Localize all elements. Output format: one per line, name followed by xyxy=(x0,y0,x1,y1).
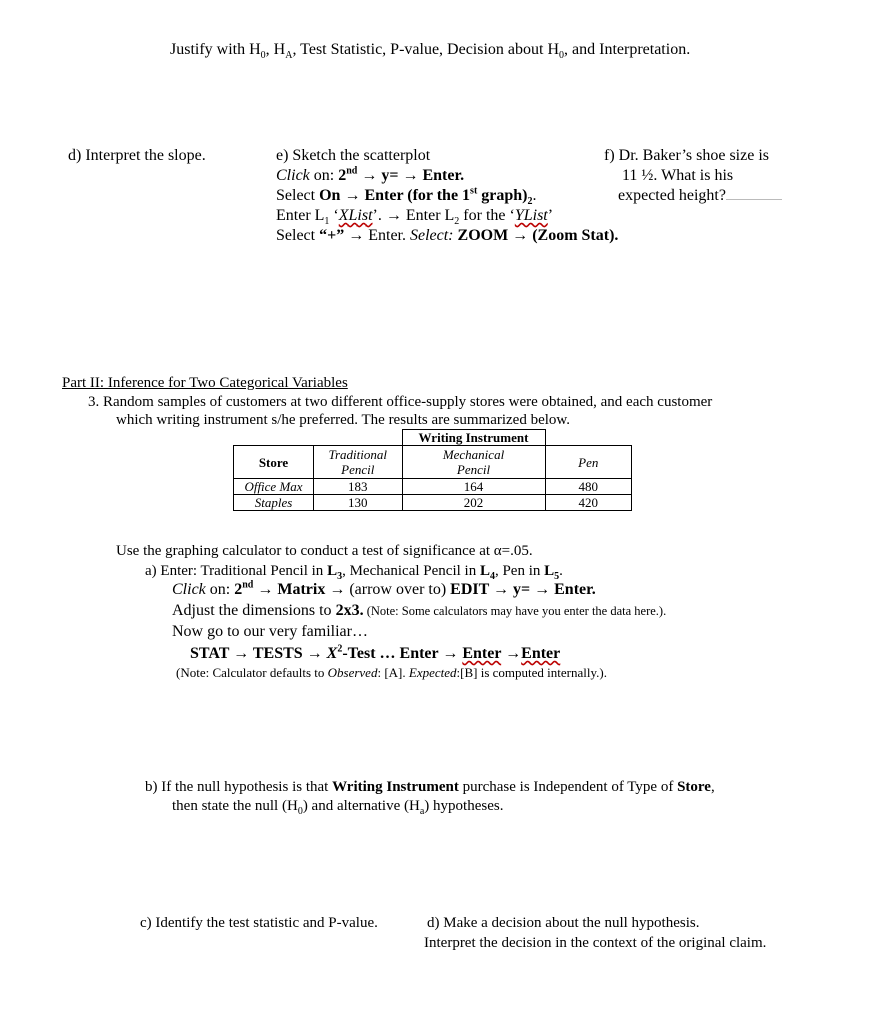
table-cell-store: Office Max xyxy=(234,479,314,495)
question-e-scatterplot xyxy=(276,146,618,246)
part2-title: Part II: Inference for Two Categorical Variables xyxy=(62,375,348,391)
table-header-store: Store xyxy=(234,446,314,479)
b-sub: a xyxy=(419,806,425,817)
table-cell: 420 xyxy=(545,495,632,511)
instructions-intro: Use the graphing calculator to conduct a test of significance at α=.05. xyxy=(116,543,533,559)
header-line: Mechanical xyxy=(442,447,505,462)
a2-on: on: xyxy=(205,581,235,598)
a2-matrix: → Matrix → xyxy=(253,581,346,598)
e-text: ’. → Enter L xyxy=(372,207,455,224)
e-graph: graph) xyxy=(477,187,528,204)
f-line1: f) Dr. Baker’s shoe size is xyxy=(604,147,769,164)
e-enter-l: Enter L xyxy=(276,207,325,224)
table-header-pen: Pen xyxy=(545,446,632,479)
table-header-mechanical xyxy=(402,446,545,479)
a5-enter: Enter xyxy=(521,645,561,662)
e-ylist: YList xyxy=(514,207,548,224)
header-line: Pencil xyxy=(341,462,375,477)
heading-text: Justify with H xyxy=(170,41,261,58)
heading-text: , and Interpretation. xyxy=(564,41,691,58)
table-row xyxy=(234,495,632,511)
f-line3-text: expected height? xyxy=(618,187,726,204)
e-st: st xyxy=(470,185,478,197)
e-select: Select xyxy=(276,187,320,204)
e-click: Click xyxy=(276,167,310,184)
b-text: b) If the null hypothesis is that xyxy=(145,779,333,795)
heading-sub: 0 xyxy=(260,50,266,62)
question-3-line2: which writing instrument s/he preferred. The results are summarized below. xyxy=(116,412,571,428)
a3-dim: 2x3. xyxy=(335,602,364,619)
e-line4 xyxy=(276,206,618,226)
b-text: , xyxy=(710,779,715,795)
a5-test: -Test … Enter → xyxy=(342,645,463,662)
instruction-a3 xyxy=(172,601,666,621)
e-line5 xyxy=(276,226,618,246)
table-corner xyxy=(545,430,632,446)
question-d-slope: d) Interpret the slope. xyxy=(68,147,206,164)
a6-text: : [A]. xyxy=(377,665,409,680)
table-cell-store: Staples xyxy=(234,495,314,511)
a2-edit: EDIT → y= → Enter. xyxy=(450,581,596,598)
question-b-line2 xyxy=(172,796,503,816)
a1-list: L xyxy=(327,563,338,579)
heading-sub: A xyxy=(285,50,293,62)
a2-click: Click xyxy=(172,581,206,598)
e-text: for the ‘ xyxy=(459,207,515,224)
e-xlist: XList xyxy=(338,207,373,224)
b-sub: 0 xyxy=(297,806,303,817)
instruction-a2 xyxy=(172,580,596,600)
a5-stat: STAT → TESTS → xyxy=(190,645,327,662)
b-text: purchase is Independent of Type of xyxy=(458,779,678,795)
a1-sub: 3 xyxy=(337,571,343,582)
table-cell: 202 xyxy=(402,495,545,511)
e-on-enter: On → Enter (for the 1 xyxy=(319,187,471,204)
table-cell: 480 xyxy=(545,479,632,495)
a1-list: L xyxy=(479,563,490,579)
a1-sub: 5 xyxy=(554,571,560,582)
e-nd: nd xyxy=(346,165,358,177)
e-l1-sub: 1 xyxy=(324,216,330,228)
a5-enter: Enter xyxy=(462,645,502,662)
a6-expected: Expected xyxy=(408,665,457,680)
e-enter: → Enter. xyxy=(344,227,410,244)
table-header-traditional xyxy=(314,446,403,479)
table-row xyxy=(234,479,632,495)
question-c: c) Identify the test statistic and P-value. xyxy=(140,915,378,931)
question-b-line1 xyxy=(145,777,715,797)
a6-observed: Observed xyxy=(327,665,378,680)
e-line1: e) Sketch the scatterplot xyxy=(276,147,431,164)
heading-text: , Test Statistic, P-value, Decision about H xyxy=(292,41,560,58)
a1-text: , Mechanical Pencil in xyxy=(342,563,480,579)
a1-text: , Pen in xyxy=(494,563,545,579)
instruction-a1 xyxy=(145,561,563,581)
table-corner xyxy=(234,430,314,446)
question-3-line1: 3. Random samples of customers at two different office-supply stores were obtained, and each customer xyxy=(88,394,713,410)
table-corner xyxy=(314,430,403,446)
d-line1: d) Make a decision about the null hypothesis. xyxy=(427,915,700,931)
table-group-header: Writing Instrument xyxy=(402,430,545,446)
a1-sub: 4 xyxy=(489,571,495,582)
a2-nd: nd xyxy=(242,579,254,591)
header-line: Pencil xyxy=(456,462,491,477)
a1-list: L xyxy=(544,563,555,579)
instruction-a5 xyxy=(190,644,560,664)
a1-text: a) Enter: Traditional Pencil in xyxy=(145,563,328,579)
instruction-a4: Now go to our very familiar… xyxy=(172,623,368,640)
b-writing-instrument: Writing Instrument xyxy=(332,779,459,795)
e-keys: → y= → Enter. xyxy=(357,167,465,184)
a6-text: :[B] is computed internally.). xyxy=(456,665,607,680)
a2-2nd: 2 xyxy=(234,581,243,598)
b-store: Store xyxy=(677,779,711,795)
heading-sub: 0 xyxy=(559,50,565,62)
e-line3 xyxy=(276,186,618,206)
e-select-label: Select: xyxy=(409,227,454,244)
a5-arrow: → xyxy=(501,645,522,662)
page-heading xyxy=(170,40,690,60)
e-on: on: xyxy=(309,167,339,184)
a3-text: Adjust the dimensions to xyxy=(172,602,336,619)
e-select: Select xyxy=(276,227,320,244)
f-line2: 11 ½. What is his xyxy=(622,167,734,184)
e-quote: ‘ xyxy=(329,207,339,224)
f-line3 xyxy=(604,186,782,206)
e-zoom: ZOOM → xyxy=(453,227,533,244)
header-line: Traditional xyxy=(328,447,388,462)
table-cell: 164 xyxy=(402,479,545,495)
writing-instrument-table xyxy=(233,429,632,511)
e-plus: “+” xyxy=(319,227,345,244)
a5-x: X xyxy=(326,645,338,662)
e-quote: ’ xyxy=(547,207,554,224)
b-text: ) hypotheses. xyxy=(424,798,504,814)
a2-arrow: (arrow over to) xyxy=(345,581,451,598)
a3-note: (Note: Some calculators may have you enter the data here.). xyxy=(363,604,667,618)
e-2nd: 2 xyxy=(338,167,347,184)
b-text: then state the null (H xyxy=(172,798,298,814)
d-line2: Interpret the decision in the context of the original claim. xyxy=(424,935,767,951)
answer-blank xyxy=(726,199,782,200)
e-end: . xyxy=(532,187,537,204)
e-zoom-stat: (Zoom Stat). xyxy=(532,227,619,244)
e-line2 xyxy=(276,166,618,186)
heading-text: , H xyxy=(265,41,286,58)
e-l2-sub: 2 xyxy=(454,216,460,228)
a5-sup: 2 xyxy=(337,643,343,655)
a6-text: (Note: Calculator defaults to xyxy=(176,665,328,680)
table-cell: 130 xyxy=(314,495,403,511)
instruction-a6-note xyxy=(176,665,607,681)
e-sub: 2 xyxy=(527,196,533,208)
a1-text: . xyxy=(559,563,563,579)
table-cell: 183 xyxy=(314,479,403,495)
question-d-decision xyxy=(424,913,767,953)
question-f-shoe-size xyxy=(604,146,782,206)
b-text: ) and alternative (H xyxy=(302,798,420,814)
